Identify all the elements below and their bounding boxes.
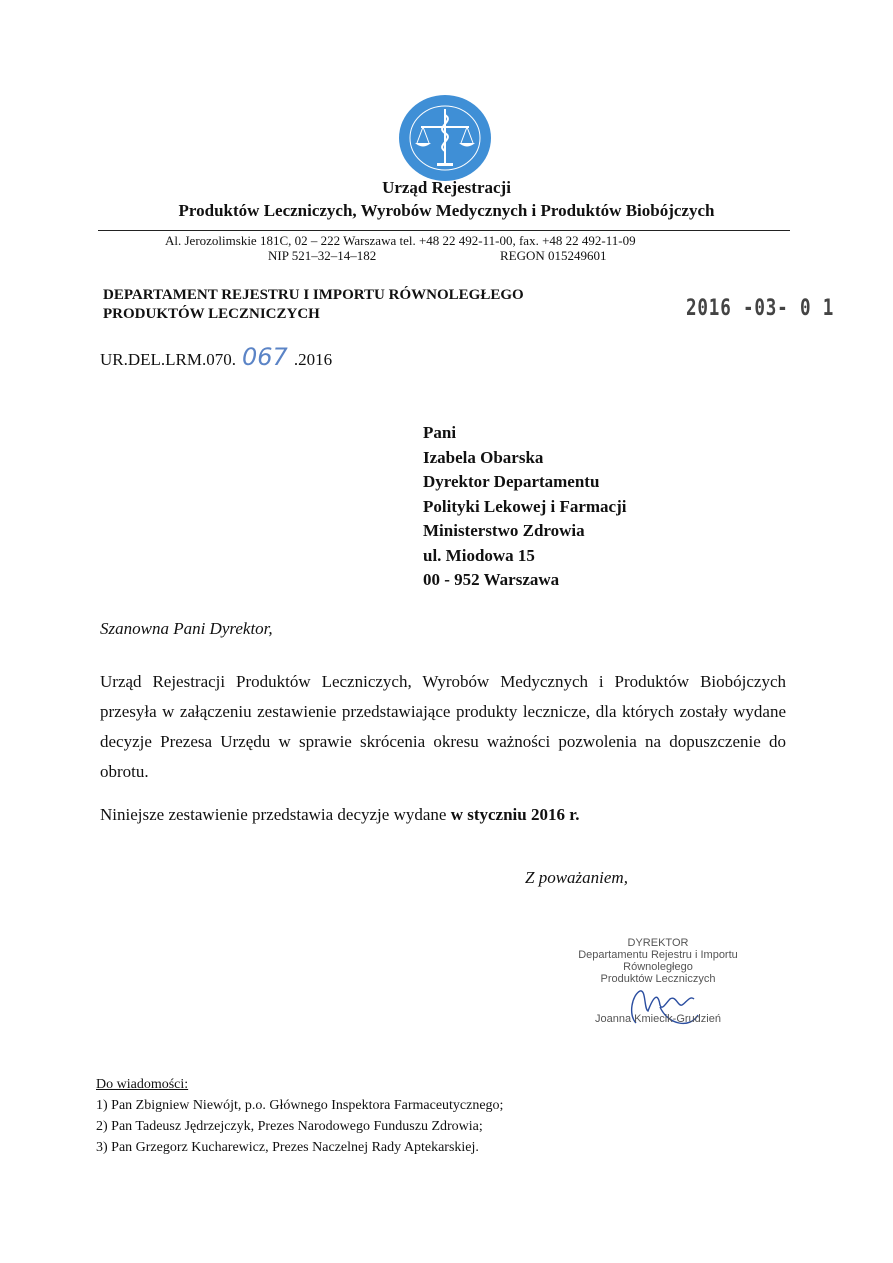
cc-title: Do wiadomości: <box>96 1077 189 1092</box>
signature-stamp <box>548 937 768 1025</box>
cc-item: 3) Pan Grzegorz Kucharewicz, Prezes Naczelnej Rady Aptekarskiej. <box>96 1140 479 1155</box>
body-paragraph-2-text: Niniejsze zestawienie przedstawia decyzje wydane <box>100 805 451 824</box>
body-paragraph-2-bold: w styczniu 2016 r. <box>450 805 580 824</box>
recipient-line: Polityki Lekowej i Farmacji <box>423 496 627 516</box>
cc-item: 1) Pan Zbigniew Niewójt, p.o. Głównego Inspektora Farmaceutycznego; <box>96 1098 504 1113</box>
date-stamp: 2016 -03- 0 1 <box>686 296 835 321</box>
recipient-address <box>423 421 627 593</box>
office-name-line2: Produktów Leczniczych, Wyrobów Medycznych i Produktów Biobójczych <box>178 201 715 220</box>
body-paragraph-1: Urząd Rejestracji Produktów Leczniczych, Wyrobów Medycznych i Produktów Biobójczych przesyła w załączeniu zestawienie przedstawiające produkty lecznicze, dla których zostały wydane decyzje Prezesa Urzędu w sprawie skrócenia okresu ważności pozwolenia na dopuszczenie do obrotu. <box>100 672 786 781</box>
stamp-department: Departamentu Rejestru i Importu Równoległego <box>578 949 738 973</box>
office-regon: REGON 015249601 <box>500 248 607 263</box>
office-address: Al. Jerozolimskie 181C, 02 – 222 Warszawa tel. +48 22 492-11-00, fax. +48 22 492-11-09 <box>165 233 636 248</box>
stamp-products: Produktów Leczniczych <box>600 973 716 985</box>
office-name-line1: Urząd Rejestracji <box>382 178 511 197</box>
recipient-line: Izabela Obarska <box>423 447 544 467</box>
header-divider <box>98 230 790 231</box>
cc-item: 2) Pan Tadeusz Jędrzejczyk, Prezes Narodowego Funduszu Zdrowia; <box>96 1119 483 1134</box>
department-line1: DEPARTAMENT REJESTRU I IMPORTU RÓWNOLEGŁEGO <box>103 287 524 303</box>
stamp-name: Joanna Kmiecik-Grudzień <box>595 1013 721 1025</box>
reference-handwritten-number: 067 <box>242 343 288 371</box>
salutation: Szanowna Pani Dyrektor, <box>100 619 273 638</box>
recipient-line: Pani <box>423 423 457 442</box>
recipient-line: Ministerstwo Zdrowia <box>423 521 585 540</box>
office-logo-seal <box>395 93 495 183</box>
office-nip: NIP 521–32–14–182 <box>268 248 377 263</box>
reference-number <box>100 343 332 371</box>
closing: Z poważaniem, <box>525 868 628 887</box>
recipient-line: 00 - 952 Warszawa <box>423 570 560 589</box>
recipient-line: ul. Miodowa 15 <box>423 545 535 565</box>
department-line2: PRODUKTÓW LECZNICZYCH <box>103 306 320 322</box>
stamp-title: DYREKTOR <box>627 937 689 949</box>
reference-suffix: .2016 <box>293 350 333 369</box>
cc-list <box>96 1074 503 1158</box>
body-paragraph-2 <box>100 800 786 830</box>
recipient-line: Dyrektor Departamentu <box>423 472 600 491</box>
reference-prefix: UR.DEL.LRM.070. <box>100 350 236 369</box>
